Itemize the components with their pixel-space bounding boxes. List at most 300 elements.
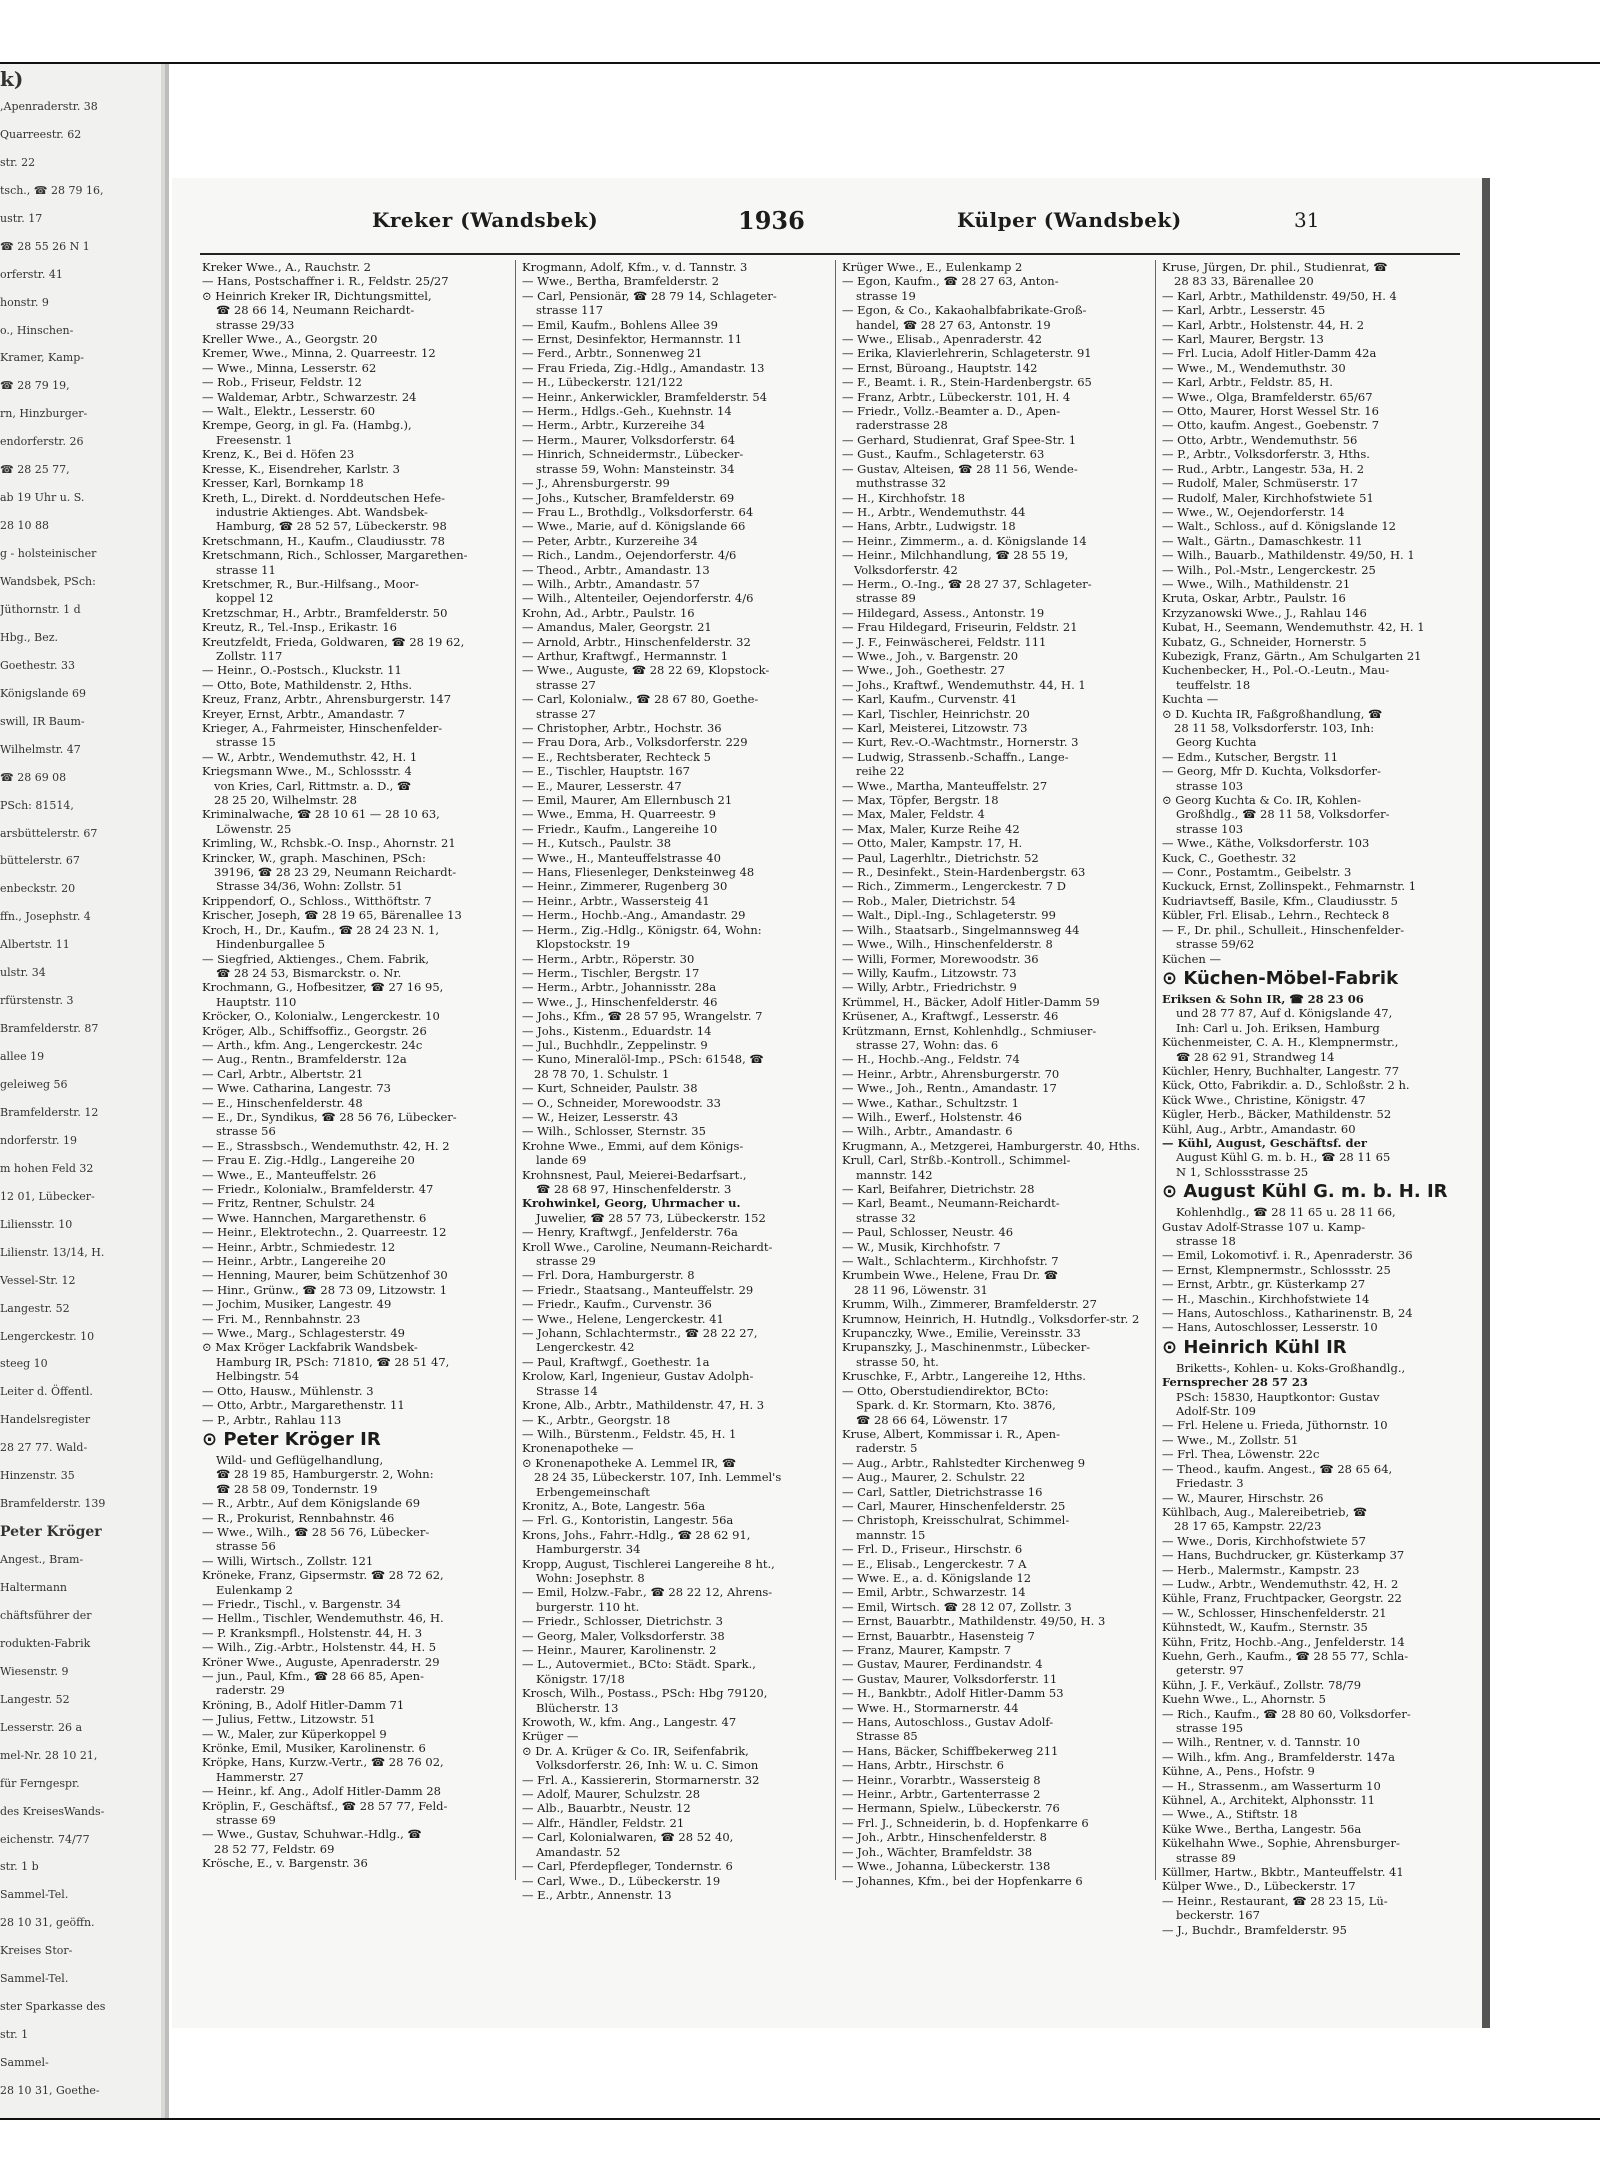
directory-entry: — Kurt, Schneider, Paulstr. 38 xyxy=(522,1081,698,1096)
directory-entry: mannstr. 15 xyxy=(856,1527,926,1542)
directory-entry: — Franz, Maurer, Kampstr. 7 xyxy=(842,1643,1012,1657)
directory-entry: — Ernst, Klempnermstr., Schlossstr. 25 xyxy=(1162,1262,1391,1277)
scan-bottom-border xyxy=(0,2118,1600,2120)
directory-entry: — Max, Töpfer, Bergstr. 18 xyxy=(842,793,999,808)
directory-entry: — Ludwig, Strassenb.-Schaffn., Lange- xyxy=(842,749,1069,764)
directory-entry: strasse 89 xyxy=(856,591,916,606)
directory-entry: burgerstr. 110 ht. xyxy=(536,1599,640,1614)
directory-entry: Großhdlg., ☎ 28 11 58, Volksdorfer- xyxy=(1176,807,1390,822)
directory-entry: — Herm., Arbtr., Röperstr. 30 xyxy=(522,951,695,966)
directory-entry: — Wwe., Joh., Goethestr. 27 xyxy=(842,663,1005,678)
directory-entry: — Karl, Beifahrer, Dietrichstr. 28 xyxy=(842,1182,1035,1196)
directory-entry: — Wwe., W., Oejendorferstr. 14 xyxy=(1162,504,1345,519)
directory-entry: ☎ 28 66 64, Löwenstr. 17 xyxy=(856,1412,1008,1427)
directory-entry: ⊙ Küchen-Möbel-Fabrik xyxy=(1162,967,1399,989)
directory-entry: — Hermann, Spielw., Lübeckerstr. 76 xyxy=(842,1801,1060,1816)
left-page-line: steeg 10 xyxy=(0,1357,48,1371)
directory-entry: — Rud., Arbtr., Langestr. 53a, H. 2 xyxy=(1162,461,1365,476)
directory-entry: — Ernst, Arbtr., gr. Küsterkamp 27 xyxy=(1162,1277,1366,1292)
directory-entry: — Heinr., O.-Postsch., Kluckstr. 11 xyxy=(202,663,402,678)
directory-entry: Hindenburgallee 5 xyxy=(216,937,326,952)
directory-entry: Krüger — xyxy=(522,1729,579,1744)
directory-entry: — Herm., Tischler, Bergstr. 17 xyxy=(522,965,700,980)
directory-entry: strasse 18 xyxy=(1176,1234,1236,1248)
left-page-line: Sammel- xyxy=(0,2056,49,2070)
directory-entry: — E., Elisab., Lengerckestr. 7 A xyxy=(842,1556,1027,1571)
directory-entry: — Kühl, August, Geschäftsf. der xyxy=(1162,1135,1367,1150)
directory-entry: — Alb., Bauarbtr., Neustr. 12 xyxy=(522,1801,691,1816)
directory-entry: Kröner Wwe., Auguste, Apenraderstr. 29 xyxy=(202,1654,440,1669)
directory-entry: Kubat, H., Seemann, Wendemuthstr. 42, H. 1 xyxy=(1162,620,1425,635)
header-rule xyxy=(200,253,1460,255)
directory-entry: — Wwe., Joh., v. Bargenstr. 20 xyxy=(842,648,1019,663)
directory-entry: Hammerstr. 27 xyxy=(216,1769,304,1784)
directory-entry: Kuehn, Gerh., Kaufm., ☎ 28 55 77, Schla- xyxy=(1162,1648,1409,1663)
directory-entry: Kubatz, G., Schneider, Hornerstr. 5 xyxy=(1162,634,1367,649)
left-page-line: Königslande 69 xyxy=(0,686,87,700)
left-page-line: arsbüttelerstr. 67 xyxy=(0,826,98,840)
left-page-line: Sammel-Tel. xyxy=(0,1888,69,1902)
directory-entry: Kroll Wwe., Caroline, Neumann-Reichardt- xyxy=(522,1239,773,1254)
directory-entry: Hauptstr. 110 xyxy=(216,994,297,1009)
directory-entry: — Heinr., Arbtr., Gartenterrasse 2 xyxy=(842,1787,1041,1802)
directory-entry: — Willy, Arbtr., Friedrichstr. 9 xyxy=(842,980,1017,995)
directory-entry: Küchen — xyxy=(1162,951,1221,966)
directory-entry: — Wilh., Bauarb., Mathildenstr. 49/50, H. 1 xyxy=(1162,548,1415,563)
directory-entry: Kruta, Oskar, Arbtr., Paulstr. 16 xyxy=(1162,591,1346,606)
directory-entry: Erbengemeinschaft xyxy=(536,1484,650,1499)
directory-entry: — Karl, Arbtr., Feldstr. 85, H. xyxy=(1162,375,1333,390)
left-page-line: g - holsteinischer xyxy=(0,547,97,561)
directory-entry: — Fritz, Rentner, Schulstr. 24 xyxy=(202,1196,376,1211)
directory-entry: strasse 69 xyxy=(216,1813,276,1828)
column-divider xyxy=(835,260,836,1880)
directory-entry: — Wwe., Bertha, Bramfelderstr. 2 xyxy=(522,274,720,289)
directory-entry: — Wwe., Gustav, Schuhwar.-Hdlg., ☎ xyxy=(202,1827,422,1842)
directory-entry: — Rich., Landm., Oejendorferstr. 4/6 xyxy=(522,548,737,563)
directory-entry: — Otto, Bote, Mathildenstr. 2, Hths. xyxy=(202,677,413,692)
directory-entry: — H., Kutsch., Paulstr. 38 xyxy=(522,836,672,851)
left-page-line: ffn., Josephstr. 4 xyxy=(0,910,91,924)
left-page-line: geleiweg 56 xyxy=(0,1078,68,1092)
directory-entry: — P. Kranksmpfl., Holstenstr. 44, H. 3 xyxy=(202,1625,423,1640)
directory-entry: — W., Maler, zur Küperkoppel 9 xyxy=(202,1726,387,1741)
directory-entry: — Otto, Hausw., Mühlenstr. 3 xyxy=(202,1383,374,1398)
directory-entry: Spark. d. Kr. Stormarn, Kto. 3876, xyxy=(856,1398,1056,1413)
directory-entry: lande 69 xyxy=(536,1153,587,1168)
directory-entry: — Frau Dora, Arb., Volksdorferstr. 229 xyxy=(522,735,748,750)
directory-entry: — Karl, Beamt., Neumann-Reichardt- xyxy=(842,1196,1060,1211)
directory-entry: — Heinr., Arbtr., Ahrensburgerstr. 70 xyxy=(842,1066,1060,1081)
directory-entry: — H., Bankbtr., Adolf Hitler-Damm 53 xyxy=(842,1686,1064,1701)
directory-entry: Amandastr. 52 xyxy=(536,1844,621,1859)
directory-entry: strasse 117 xyxy=(536,303,604,318)
directory-entry: Kreller Wwe., A., Georgstr. 20 xyxy=(202,332,378,347)
directory-entry: — Hans, Arbtr., Ludwigstr. 18 xyxy=(842,519,1016,534)
directory-entry: Kübler, Frl. Elisab., Lehrn., Rechteck 8 xyxy=(1162,908,1390,923)
directory-entry: Kruse, Jürgen, Dr. phil., Studienrat, ☎ xyxy=(1162,260,1388,274)
directory-entry: strasse 29 xyxy=(536,1254,596,1269)
directory-entry: Krohwinkel, Georg, Uhrmacher u. xyxy=(522,1196,741,1211)
directory-entry: — Jul., Buchhdlr., Zeppelinstr. 9 xyxy=(522,1037,708,1052)
directory-entry: — Herm., O.-Ing., ☎ 28 27 37, Schlageter- xyxy=(842,576,1092,591)
directory-entry: Krüsener, A., Kraftwgf., Lesserstr. 46 xyxy=(842,1009,1059,1024)
directory-entry: strasse 103 xyxy=(1176,778,1244,793)
directory-entry: — Wilh., Zig.-Arbtr., Holstenstr. 44, H. 5 xyxy=(202,1640,437,1655)
directory-entry: — Walt., Schloss., auf d. Königslande 12 xyxy=(1162,519,1396,534)
directory-entry: strasse 56 xyxy=(216,1124,276,1139)
directory-entry: — Henry, Kraftwgf., Jenfelderstr. 76a xyxy=(522,1225,738,1240)
directory-entry: Kronitz, A., Bote, Langestr. 56a xyxy=(522,1498,706,1513)
directory-entry: — Wilh., Staatsarb., Singelmannsweg 44 xyxy=(842,922,1080,937)
directory-entry: Kruschke, F., Arbtr., Langereihe 12, Hths. xyxy=(842,1369,1086,1384)
directory-entry: Krumnow, Heinrich, H. Hutndlg., Volksdorfer-str. 2 xyxy=(842,1311,1140,1326)
directory-entry: 28 83 33, Bärenallee 20 xyxy=(1174,274,1314,289)
directory-entry: Kröning, B., Adolf Hitler-Damm 71 xyxy=(202,1697,405,1712)
directory-entry: — Wwe., H., Manteuffelstrasse 40 xyxy=(522,850,721,865)
directory-entry: ⊙ Kronenapotheke A. Lemmel IR, ☎ xyxy=(522,1455,737,1470)
directory-entry: — Walt., Dipl.-Ing., Schlageterstr. 99 xyxy=(842,908,1056,923)
directory-entry: Kröcker, O., Kolonialw., Lengerckestr. 10 xyxy=(202,1009,440,1024)
directory-entry: — Wilh., Arbtr., Amandastr. 6 xyxy=(842,1124,1013,1139)
directory-entry: — Gustav, Maurer, Volksdorferstr. 11 xyxy=(842,1671,1058,1686)
directory-entry: — Johs., Kistenm., Eduardstr. 14 xyxy=(522,1023,712,1038)
directory-entry: Kuchenbecker, H., Pol.-O.-Leutn., Mau- xyxy=(1162,663,1390,678)
directory-entry: — Theod., Arbtr., Amandastr. 13 xyxy=(522,562,710,577)
directory-entry: — Siegfried, Aktienges., Chem. Fabrik, xyxy=(202,951,430,966)
directory-entry: — Wwe. E., a. d. Königslande 12 xyxy=(842,1570,1032,1585)
directory-entry: — Friedr., Kaufm., Langereihe 10 xyxy=(522,821,718,836)
directory-entry: — H., Hochb.-Ang., Feldstr. 74 xyxy=(842,1052,1020,1067)
directory-entry: — J., Buchdr., Bramfelderstr. 95 xyxy=(1162,1922,1347,1937)
directory-entry: Kohlenhdlg., ☎ 28 11 65 u. 28 11 66, xyxy=(1176,1205,1396,1220)
left-page-line: Quarreestr. 62 xyxy=(0,127,82,141)
directory-entry: Strasse 85 xyxy=(856,1729,918,1744)
directory-entry: — Aug., Arbtr., Rahlstedter Kirchenweg 9 xyxy=(842,1455,1086,1470)
directory-entry: strasse 89 xyxy=(1176,1850,1236,1865)
directory-entry: — Heinr., Arbtr., Langereihe 20 xyxy=(202,1254,386,1269)
directory-entry: koppel 12 xyxy=(216,591,274,606)
directory-entry: — Frau Frieda, Zig.-Hdlg., Amandastr. 13 xyxy=(522,360,765,375)
directory-entry: Eriksen & Sohn IR, ☎ 28 23 06 xyxy=(1162,991,1364,1006)
directory-entry: Kreuz, Franz, Arbtr., Ahrensburgerstr. 147 xyxy=(202,692,452,707)
directory-entry: — Jochim, Musiker, Langestr. 49 xyxy=(202,1297,392,1312)
directory-entry: — Rob., Friseur, Feldstr. 12 xyxy=(202,375,362,390)
directory-entry: — R., Prokurist, Rennbahnstr. 46 xyxy=(202,1510,395,1525)
directory-entry: — Frl. Lucia, Adolf Hitler-Damm 42a xyxy=(1162,346,1377,361)
left-page-line: 12 01, Lübecker- xyxy=(0,1189,95,1203)
directory-entry: — E., Dr., Syndikus, ☎ 28 56 76, Lübecker- xyxy=(202,1109,457,1124)
directory-entry: — Karl, Arbtr., Mathildenstr. 49/50, H. 4 xyxy=(1162,288,1397,303)
directory-entry: Kühn, J. F., Verkäuf., Zollstr. 78/79 xyxy=(1162,1677,1362,1692)
directory-entry: — Aug., Maurer, 2. Schulstr. 22 xyxy=(842,1470,1026,1485)
directory-entry: — Joh., Arbtr., Hinschenfelderstr. 8 xyxy=(842,1830,1047,1845)
directory-entry: — Waldemar, Arbtr., Schwarzestr. 24 xyxy=(202,389,417,404)
left-page-line: PSch: 81514, xyxy=(0,798,74,812)
directory-entry: — Carl, Maurer, Hinschenfelderstr. 25 xyxy=(842,1498,1066,1513)
directory-entry: — Carl, Wwe., D., Lübeckerstr. 19 xyxy=(522,1873,721,1888)
directory-entry: Küchenmeister, C. A. H., Klempnermstr., xyxy=(1162,1035,1399,1050)
directory-entry: 39196, ☎ 28 23 29, Neumann Reichardt- xyxy=(214,865,457,880)
directory-entry: — Wwe., Auguste, ☎ 28 22 69, Klopstock- xyxy=(522,663,770,678)
directory-entry: Krümmel, H., Bäcker, Adolf Hitler-Damm 59 xyxy=(842,994,1100,1009)
directory-entry: Küchler, Henry, Buchhalter, Langestr. 77 xyxy=(1162,1063,1400,1078)
directory-entry: — Franz, Arbtr., Lübeckerstr. 101, H. 4 xyxy=(842,389,1071,404)
directory-entry: — Aug., Rentn., Bramfelderstr. 12a xyxy=(202,1052,407,1067)
directory-entry: ☎ 28 62 91, Strandweg 14 xyxy=(1176,1049,1335,1064)
directory-entry: strasse 27 xyxy=(536,706,596,721)
directory-entry: — Friedr., Kaufm., Curvenstr. 36 xyxy=(522,1297,712,1312)
directory-entry: — E., Strassbsch., Wendemuthstr. 42, H. 2 xyxy=(202,1138,450,1153)
directory-entry: Krohn, Ad., Arbtr., Paulstr. 16 xyxy=(522,605,695,620)
directory-entry: Königstr. 17/18 xyxy=(536,1671,625,1686)
directory-entry: Eulenkamp 2 xyxy=(216,1582,293,1597)
directory-entry: Kretzschmar, H., Arbtr., Bramfelderstr. 50 xyxy=(202,605,448,620)
directory-entry: Freesenstr. 1 xyxy=(216,432,293,447)
left-page-line: str. 1 xyxy=(0,2028,29,2042)
directory-entry: — Heinr., Arbtr., Schmiedestr. 12 xyxy=(202,1239,396,1254)
left-page-line: ☎ 28 69 08 xyxy=(0,770,67,784)
left-page-line: Liliensstr. 10 xyxy=(0,1217,73,1231)
directory-entry: Helbingstr. 54 xyxy=(216,1369,300,1384)
directory-entry: — Arth., kfm. Ang., Lengerckestr. 24c xyxy=(202,1037,423,1052)
directory-entry: Krone, Alb., Arbtr., Mathildenstr. 47, H. 3 xyxy=(522,1398,765,1413)
left-page-line: des KreisesWands- xyxy=(0,1804,105,1818)
directory-entry: — Heinr., Zimmerm., a. d. Königslande 14 xyxy=(842,533,1087,548)
left-page-line: Leiter d. Öffentl. xyxy=(0,1385,93,1399)
directory-entry: — W., Maurer, Hirschstr. 26 xyxy=(1162,1490,1324,1505)
directory-entry: ☎ 28 66 14, Neumann Reichardt- xyxy=(216,303,415,318)
directory-entry: — Rudolf, Maler, Schmüserstr. 17 xyxy=(1162,476,1358,491)
directory-entry: N 1, Schlossstrasse 25 xyxy=(1176,1164,1309,1179)
directory-entry: PSch: 15830, Hauptkontor: Gustav xyxy=(1176,1389,1380,1404)
left-page-line: büttelerstr. 67 xyxy=(0,854,80,868)
directory-entry: — H., Maschin., Kirchhofstwiete 14 xyxy=(1162,1291,1370,1306)
directory-entry: August Kühl G. m. b. H., ☎ 28 11 65 xyxy=(1176,1150,1391,1165)
directory-entry: — Wilh., Arbtr., Amandastr. 57 xyxy=(522,576,700,591)
directory-entry: Volksdorferstr. 26, Inh: W. u. C. Simon xyxy=(536,1758,759,1773)
directory-entry: und 28 77 87, Auf d. Königslande 47, xyxy=(1176,1006,1393,1021)
directory-entry: muthstrasse 32 xyxy=(856,476,947,491)
directory-entry: Kükelhahn Wwe., Sophie, Ahrensburger- xyxy=(1162,1836,1400,1851)
directory-entry: — Rich., Kaufm., ☎ 28 80 60, Volksdorfer- xyxy=(1162,1706,1411,1721)
directory-entry: Kühnstedt, W., Kaufm., Sternstr. 35 xyxy=(1162,1620,1368,1635)
directory-entry: Strasse 14 xyxy=(536,1383,598,1398)
left-page-line: eichenstr. 74/77 xyxy=(0,1832,90,1846)
left-page-line: swill, IR Baum- xyxy=(0,714,85,728)
directory-entry: — Wwe., M., Wendemuthstr. 30 xyxy=(1162,360,1346,375)
directory-entry: 28 78 70, 1. Schulstr. 1 xyxy=(534,1066,670,1081)
directory-entry: — Wwe., Joh., Rentn., Amandastr. 17 xyxy=(842,1081,1057,1096)
directory-entry: Kresse, K., Eisendreher, Karlstr. 3 xyxy=(202,461,400,476)
directory-entry: — Karl, Meisterei, Litzowstr. 73 xyxy=(842,721,1028,735)
left-page-line: ndorferstr. 19 xyxy=(0,1133,77,1147)
directory-entry: — Wwe., A., Stiftstr. 18 xyxy=(1162,1807,1298,1822)
directory-entry: — Karl, Tischler, Heinrichstr. 20 xyxy=(842,706,1030,721)
header-right-title: Külper (Wandsbek) xyxy=(957,208,1182,232)
directory-entry: — Hinr., Grünw., ☎ 28 73 09, Litzowstr. 1 xyxy=(202,1282,448,1297)
directory-entry: Adolf-Str. 109 xyxy=(1176,1404,1256,1419)
directory-entry: — Erika, Klavierlehrerin, Schlageterstr. 91 xyxy=(842,346,1092,361)
directory-entry: — Willi, Former, Morewoodstr. 36 xyxy=(842,951,1039,966)
directory-entry: — Carl, Kolonialwaren, ☎ 28 52 40, xyxy=(522,1830,734,1845)
left-page-line: rodukten-Fabrik xyxy=(0,1636,91,1650)
directory-entry: — Herm., Arbtr., Kurzereihe 34 xyxy=(522,418,705,433)
left-page-line: Handelsregister xyxy=(0,1413,91,1427)
directory-entry: — Carl, Pferdepfleger, Tondernstr. 6 xyxy=(522,1859,733,1874)
directory-entry: — Paul, Kraftwgf., Goethestr. 1a xyxy=(522,1354,710,1369)
directory-entry: Kühnel, A., Architekt, Alphonsstr. 11 xyxy=(1162,1793,1375,1808)
directory-entry: Krohne Wwe., Emmi, auf dem Königs- xyxy=(522,1138,744,1153)
directory-entry: Kühne, A., Pens., Hofstr. 9 xyxy=(1162,1764,1315,1779)
directory-entry: — Wwe., Johanna, Lübeckerstr. 138 xyxy=(842,1859,1051,1874)
directory-entry: ⊙ D. Kuchta IR, Faßgroßhandlung, ☎ xyxy=(1162,706,1383,721)
directory-entry: — Arnold, Arbtr., Hinschenfelderstr. 32 xyxy=(522,634,751,649)
directory-entry: — Amandus, Maler, Georgstr. 21 xyxy=(522,620,712,635)
directory-entry: — Heinr., Ankerwickler, Bramfelderstr. 54 xyxy=(522,389,768,404)
directory-entry: — Wwe., Martha, Manteuffelstr. 27 xyxy=(842,778,1048,793)
directory-entry: geterstr. 97 xyxy=(1176,1663,1244,1678)
directory-entry: Kreutz, R., Tel.-Insp., Erikastr. 16 xyxy=(202,620,397,635)
left-page-line: Bramfelderstr. 12 xyxy=(0,1105,99,1119)
directory-entry: Krumbein Wwe., Helene, Frau Dr. ☎ xyxy=(842,1268,1059,1283)
directory-entry: Kresser, Karl, Bornkamp 18 xyxy=(202,476,364,491)
directory-entry: — Hans, Postschaffner i. R., Feldstr. 25/27 xyxy=(202,274,449,289)
directory-entry: — Ferd., Arbtr., Sonnenweg 21 xyxy=(522,346,703,361)
directory-entry: Kubezigk, Franz, Gärtn., Am Schulgarten 21 xyxy=(1162,648,1422,663)
adjacent-left-page xyxy=(0,64,165,2118)
directory-entry: — Wwe., Olga, Bramfelderstr. 65/67 xyxy=(1162,389,1373,404)
directory-entry: — Wwe., Wilh., ☎ 28 56 76, Lübecker- xyxy=(202,1524,430,1539)
directory-entry: strasse 59/62 xyxy=(1176,937,1255,952)
directory-entry: strasse 27 xyxy=(536,677,596,692)
left-page-line: Albertstr. 11 xyxy=(0,938,70,952)
directory-entry: — Hans, Autoschloss., Katharinenstr. B, 24 xyxy=(1162,1306,1413,1321)
left-page-line: Kreises Stor- xyxy=(0,1944,73,1958)
directory-entry: — Ernst, Büroang., Hauptstr. 142 xyxy=(842,360,1038,375)
directory-entry: — Rob., Maler, Dietrichstr. 54 xyxy=(842,893,1016,908)
directory-entry: — Fri. M., Rennbahnstr. 23 xyxy=(202,1311,361,1326)
directory-entry: — Wilh., Altenteiler, Oejendorferstr. 4/6 xyxy=(522,591,754,606)
directory-entry: ⊙ Georg Kuchta & Co. IR, Kohlen- xyxy=(1162,793,1362,808)
directory-entry: — Rudolf, Maler, Kirchhofstwiete 51 xyxy=(1162,490,1374,505)
directory-entry: Kühlbach, Aug., Malereibetrieb, ☎ xyxy=(1162,1504,1368,1519)
left-page-line: für Ferngespr. xyxy=(0,1776,80,1790)
directory-entry: — Hinrich, Schneidermstr., Lübecker- xyxy=(522,447,744,462)
directory-entry: — Walt., Gärtn., Damaschkestr. 11 xyxy=(1162,533,1363,548)
directory-entry: — Gerhard, Studienrat, Graf Spee-Str. 1 xyxy=(842,432,1077,447)
directory-entry: Krull, Carl, Strßb.-Kontroll., Schimmel- xyxy=(842,1153,1071,1168)
directory-entry: — Otto, Maler, Kampstr. 17, H. xyxy=(842,836,1023,851)
directory-entry: Krohnsnest, Paul, Meierei-Bedarfsart., xyxy=(522,1167,747,1182)
directory-entry: — Arthur, Kraftwgf., Hermannstr. 1 xyxy=(522,648,729,663)
directory-entry: Krincker, W., graph. Maschinen, PSch: xyxy=(202,850,426,865)
directory-entry: — Julius, Fettw., Litzowstr. 51 xyxy=(202,1712,376,1727)
scan-top-border xyxy=(0,62,1600,64)
directory-entry: Krogmann, Adolf, Kfm., v. d. Tannstr. 3 xyxy=(522,260,748,274)
directory-entry: — Karl, Arbtr., Lesserstr. 45 xyxy=(1162,303,1326,318)
directory-entry: Kriegsmann Wwe., M., Schlossstr. 4 xyxy=(202,764,412,779)
directory-entry: — Frl. Helene u. Frieda, Jüthornstr. 10 xyxy=(1162,1418,1388,1433)
left-page-line: Hinzenstr. 35 xyxy=(0,1469,75,1483)
directory-entry: raderstrasse 28 xyxy=(856,418,948,433)
directory-entry: ⊙ Dr. A. Krüger & Co. IR, Seifenfabrik, xyxy=(522,1743,749,1758)
directory-entry: Küllmer, Hartw., Bkbtr., Manteuffelstr. 41 xyxy=(1162,1865,1404,1880)
directory-entry: — Joh., Wächter, Bramfeldstr. 38 xyxy=(842,1844,1033,1859)
directory-entry: Külper Wwe., D., Lübeckerstr. 17 xyxy=(1162,1879,1356,1894)
directory-entry: — Heinr., Arbtr., Wassersteig 41 xyxy=(522,893,710,908)
directory-entry: — E., Arbtr., Annenstr. 13 xyxy=(522,1887,672,1902)
directory-entry: — Walt., Schlachterm., Kirchhofstr. 7 xyxy=(842,1254,1059,1269)
directory-entry: — Heinr., kf. Ang., Adolf Hitler-Damm 28 xyxy=(202,1784,441,1799)
directory-entry: ☎ 28 19 85, Hamburgerstr. 2, Wohn: xyxy=(216,1467,434,1482)
directory-entry: Krenz, K., Bei d. Höfen 23 xyxy=(202,447,355,462)
directory-entry: — Emil, Lokomotivf. i. R., Apenraderstr. 36 xyxy=(1162,1248,1413,1263)
directory-entry: — F., Dr. phil., Schulleit., Hinschenfelder- xyxy=(1162,922,1405,937)
directory-entry: Krüger Wwe., E., Eulenkamp 2 xyxy=(842,260,1023,274)
directory-entry: Krzyzanowski Wwe., J., Rahlau 146 xyxy=(1162,605,1367,620)
directory-entry: — Carl, Pensionär, ☎ 28 79 14, Schlageter- xyxy=(522,288,777,303)
directory-entry: 28 25 20, Wilhelmstr. 28 xyxy=(214,793,357,808)
directory-entry: — Johs., Kfm., ☎ 28 57 95, Wrangelstr. 7 xyxy=(522,1009,763,1024)
directory-entry: Hamburg, ☎ 28 52 57, Lübeckerstr. 98 xyxy=(216,519,447,534)
directory-entry: — Christoph, Kreisschulrat, Schimmel- xyxy=(842,1513,1070,1528)
directory-entry: — Herm., Maurer, Volksdorferstr. 64 xyxy=(522,432,736,447)
directory-entry: — J., Ahrensburgerstr. 99 xyxy=(522,476,670,491)
directory-entry: — Ernst, Bauarbtr., Mathildenstr. 49/50, H. 3 xyxy=(842,1614,1106,1629)
directory-entry: — Hans, Arbtr., Hirschstr. 6 xyxy=(842,1758,1004,1773)
directory-entry: — Rich., Zimmerm., Lengerckestr. 7 D xyxy=(842,879,1066,894)
left-page-line: Sammel-Tel. xyxy=(0,1972,69,1986)
directory-entry: — Herm., Hochb.-Ang., Amandastr. 29 xyxy=(522,908,746,923)
directory-entry: — Wwe., Marie, auf d. Königslande 66 xyxy=(522,519,746,534)
page-number: 31 xyxy=(1294,208,1320,232)
left-page-line: Lengerckestr. 10 xyxy=(0,1329,95,1343)
left-page-line: ☎ 28 55 26 N 1 xyxy=(0,239,90,253)
directory-entry: 28 11 58, Volksdorferstr. 103, Inh: xyxy=(1174,721,1375,735)
left-page-line: ab 19 Uhr u. S. xyxy=(0,491,85,505)
directory-entry: — Carl, Sattler, Dietrichstrasse 16 xyxy=(842,1484,1043,1499)
directory-entry: — Wwe., Wilh., Mathildenstr. 21 xyxy=(1162,576,1351,591)
directory-entry: Kuehn Wwe., L., Ahornstr. 5 xyxy=(1162,1692,1326,1707)
directory-entry: — Wwe. Hannchen, Margarethenstr. 6 xyxy=(202,1210,427,1225)
directory-entry: — Max, Maler, Kurze Reihe 42 xyxy=(842,821,1020,836)
directory-entry: — Herb., Malermstr., Kampstr. 23 xyxy=(1162,1562,1360,1577)
directory-entry: Krippendorf, O., Schloss., Witthöftstr. 7 xyxy=(202,893,432,908)
left-page-line: ulstr. 34 xyxy=(0,966,46,980)
directory-entry: — W., Schlosser, Hinschenfelderstr. 21 xyxy=(1162,1605,1387,1620)
directory-entry: strasse 32 xyxy=(856,1210,916,1225)
left-page-line: Kramer, Kamp- xyxy=(0,351,84,365)
directory-entry: ☎ 28 68 97, Hinschenfelderstr. 3 xyxy=(536,1182,732,1196)
directory-entry: Krischer, Joseph, ☎ 28 19 65, Bärenallee 13 xyxy=(202,908,462,923)
directory-entry: — Edm., Kutscher, Bergstr. 11 xyxy=(1162,749,1339,764)
directory-entry: — Emil, Wirtsch. ☎ 28 12 07, Zollstr. 3 xyxy=(842,1599,1072,1614)
directory-entry: — Karl, Arbtr., Holstenstr. 44, H. 2 xyxy=(1162,317,1365,332)
directory-entry: — Ludw., Arbtr., Wendemuthstr. 42, H. 2 xyxy=(1162,1576,1399,1591)
directory-entry: — Wilh., Schlosser, Sternstr. 35 xyxy=(522,1124,706,1139)
directory-entry: — jun., Paul, Kfm., ☎ 28 66 85, Apen- xyxy=(202,1669,424,1683)
directory-entry: — Hellm., Tischler, Wendemuthstr. 46, H. xyxy=(202,1611,444,1626)
left-page-line: Langestr. 52 xyxy=(0,1692,70,1706)
directory-entry: ⊙ Max Kröger Lackfabrik Wandsbek- xyxy=(202,1340,418,1355)
directory-entry: reihe 22 xyxy=(856,764,905,779)
directory-entry: Georg Kuchta xyxy=(1176,735,1257,750)
directory-entry: Friedastr. 3 xyxy=(1176,1476,1244,1491)
directory-entry: — Theod., kaufm. Angest., ☎ 28 65 64, xyxy=(1162,1461,1393,1476)
directory-entry: — Friedr., Kolonialw., Bramfelderstr. 47 xyxy=(202,1182,434,1196)
directory-entry: Kröpke, Hans, Kurzw.-Vertr., ☎ 28 76 02, xyxy=(202,1755,444,1770)
